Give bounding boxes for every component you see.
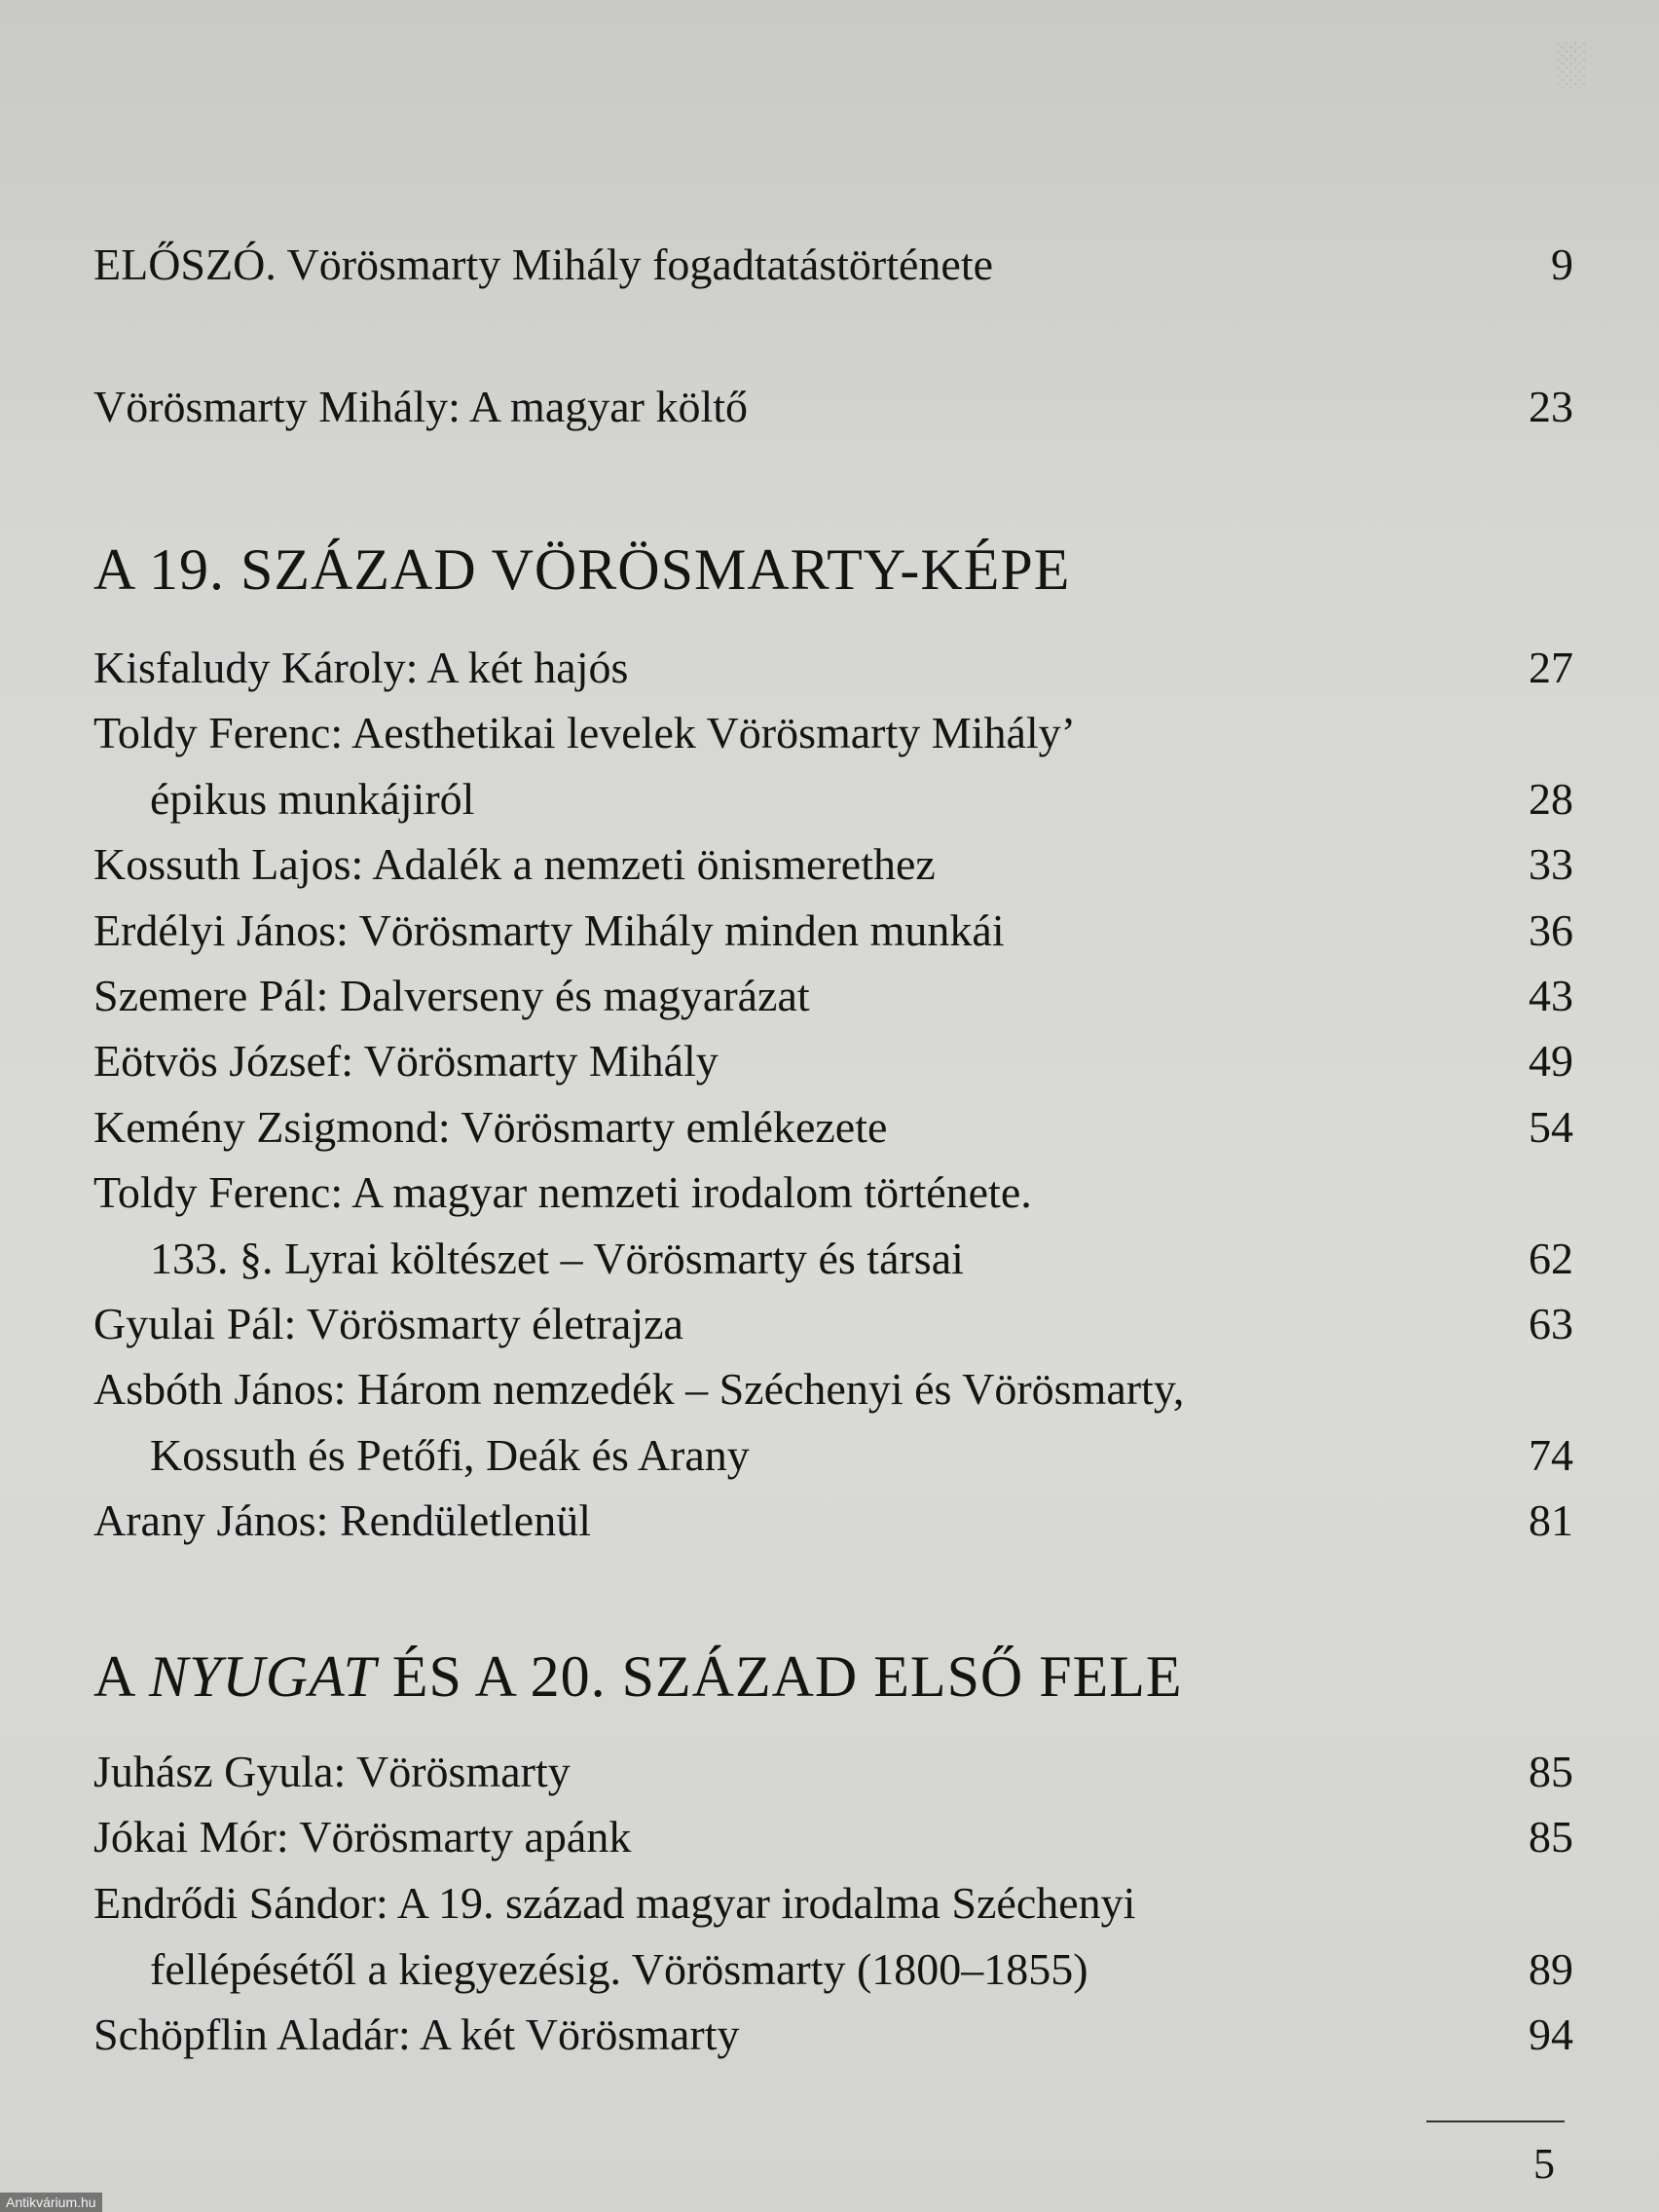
toc-entry xyxy=(93,1804,1573,1870)
toc-page-number: 33 xyxy=(1529,839,1573,889)
toc-page-number: 62 xyxy=(1529,1234,1573,1283)
toc-page-number: 36 xyxy=(1529,905,1573,955)
toc-entry-title: Erdélyi János: Vörösmarty Mihály minden munkái xyxy=(93,905,1005,955)
toc-page-number: 94 xyxy=(1529,2009,1573,2059)
toc-entry xyxy=(93,1739,1573,1805)
toc-entry-title: Jókai Mór: Vörösmarty apánk xyxy=(93,1812,632,1862)
toc-page-number: 9 xyxy=(1551,240,1573,289)
toc-entry xyxy=(93,635,1573,701)
toc-page-number: 85 xyxy=(1529,1812,1573,1862)
toc-page-number: 27 xyxy=(1529,643,1573,692)
toc-entry-title: Juhász Gyula: Vörösmarty xyxy=(93,1747,571,1796)
toc-page-number: 49 xyxy=(1529,1036,1573,1086)
section-heading-italic: NYUGAT xyxy=(149,1644,377,1709)
toc-entry-title: Asbóth János: Három nemzedék – Széchenyi és Vörösmarty, xyxy=(93,1364,1185,1414)
toc-entry-title: Toldy Ferenc: Aesthetikai levelek Vörösmarty Mihály’ xyxy=(93,708,1076,757)
toc-entry xyxy=(93,232,1573,298)
watermark: Antikvárium.hu xyxy=(0,2193,102,2212)
toc-entry xyxy=(93,2002,1573,2068)
folio-rule xyxy=(1426,2120,1565,2122)
toc-entry xyxy=(93,1094,1573,1161)
toc-entry-title: Eötvös József: Vörösmarty Mihály xyxy=(93,1036,719,1086)
toc-entry-title: Szemere Pál: Dalverseny és magyarázat xyxy=(93,971,810,1020)
toc-entry xyxy=(93,1160,1573,1292)
toc-page-number: 85 xyxy=(1529,1747,1573,1796)
toc-entry-title: Toldy Ferenc: A magyar nemzeti irodalom története. xyxy=(93,1167,1032,1217)
show-through-text: ░ xyxy=(1554,40,1585,88)
toc-entry xyxy=(93,1870,1573,2003)
toc-page-number: 63 xyxy=(1529,1299,1573,1348)
toc-entry xyxy=(93,1356,1573,1489)
toc-entry xyxy=(93,1291,1573,1357)
toc-entry-title: Kossuth Lajos: Adalék a nemzeti önismerethez xyxy=(93,839,936,889)
toc-page-number: 43 xyxy=(1529,971,1573,1020)
section-heading xyxy=(93,1638,1183,1715)
section-heading-part: ÉS A 20. SZÁZAD ELSŐ FELE xyxy=(376,1644,1183,1709)
toc-entry-title: Endrődi Sándor: A 19. század magyar irodalma Széchenyi xyxy=(93,1878,1136,1928)
toc-page-number: 74 xyxy=(1529,1430,1573,1480)
toc-entry-title: Kossuth és Petőfi, Deák és Arany xyxy=(150,1430,750,1480)
toc-entry xyxy=(93,963,1573,1029)
toc-entry-title: fellépésétől a kiegyezésig. Vörösmarty (1800–1855) xyxy=(150,1944,1088,1994)
toc-entry-title: Kisfaludy Károly: A két hajós xyxy=(93,643,629,692)
section-heading: A 19. SZÁZAD VÖRÖSMARTY-KÉPE xyxy=(93,537,1071,602)
toc-entry xyxy=(93,700,1573,832)
toc-entry xyxy=(93,1028,1573,1094)
toc-page-number: 23 xyxy=(1529,382,1573,431)
toc-entry-title: Kemény Zsigmond: Vörösmarty emlékezete xyxy=(93,1102,888,1152)
page-number: 5 xyxy=(1533,2140,1555,2188)
toc-entry-title: épikus munkájiról xyxy=(150,774,475,824)
toc-entry xyxy=(93,1488,1573,1554)
toc-entry xyxy=(93,831,1573,898)
toc-page-number: 28 xyxy=(1529,774,1573,824)
toc-entry-title: Gyulai Pál: Vörösmarty életrajza xyxy=(93,1299,683,1348)
section-heading-part: A xyxy=(93,1644,150,1709)
toc-entry-title: Arany János: Rendületlenül xyxy=(93,1495,592,1545)
toc-entry xyxy=(93,374,1573,440)
toc-page-number: 89 xyxy=(1529,1944,1573,1994)
toc-page-number: 81 xyxy=(1529,1495,1573,1545)
toc-entry-title: ELŐSZÓ. Vörösmarty Mihály fogadtatástörténete xyxy=(93,240,994,289)
toc-page-number: 54 xyxy=(1529,1102,1573,1152)
toc-entry-title: Schöpflin Aladár: A két Vörösmarty xyxy=(93,2009,740,2059)
toc-entry-title: 133. §. Lyrai költészet – Vörösmarty és társai xyxy=(150,1234,964,1283)
toc-entry-title: Vörösmarty Mihály: A magyar költő xyxy=(93,382,749,431)
toc-entry xyxy=(93,898,1573,964)
